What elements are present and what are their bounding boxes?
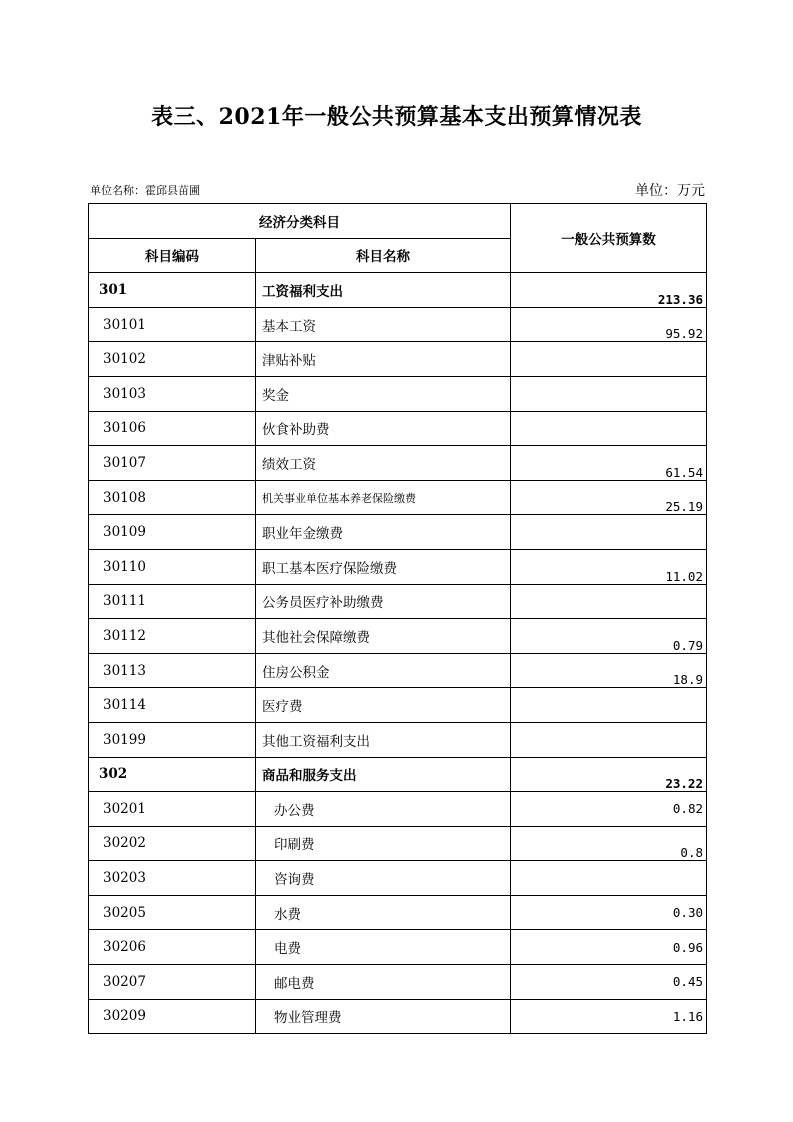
row-name: 水费 (256, 895, 511, 930)
row-name: 奖金 (256, 376, 511, 411)
row-code: 30110 (89, 549, 256, 584)
row-code: 30102 (89, 342, 256, 377)
row-code: 30107 (89, 446, 256, 481)
row-name: 工资福利支出 (256, 273, 511, 308)
row-name: 基本工资 (256, 307, 511, 342)
page-title: 表三、2021年一般公共预算基本支出预算情况表 (151, 104, 642, 130)
row-amount: 18.9 (511, 653, 707, 688)
row-name: 绩效工资 (256, 446, 511, 481)
header-name: 科目名称 (256, 238, 511, 273)
row-amount: 25.19 (511, 480, 707, 515)
row-amount: 23.22 (511, 757, 707, 792)
row-name: 其他工资福利支出 (256, 722, 511, 757)
row-amount: 0.8 (511, 826, 707, 861)
table-row (89, 861, 707, 896)
row-name: 机关事业单位基本养老保险缴费 (256, 480, 511, 515)
row-amount (511, 411, 707, 446)
table-row (89, 584, 707, 619)
row-code: 301 (89, 273, 256, 308)
table-row (89, 722, 707, 757)
row-code: 30207 (89, 965, 256, 1000)
row-code: 30103 (89, 376, 256, 411)
row-code: 30199 (89, 722, 256, 757)
row-code: 302 (89, 757, 256, 792)
table-row (89, 965, 707, 1000)
row-amount: 11.02 (511, 549, 707, 584)
unit-label: 单位：万元 (635, 183, 705, 199)
row-amount (511, 722, 707, 757)
row-name: 医疗费 (256, 688, 511, 723)
row-name: 商品和服务支出 (256, 757, 511, 792)
row-code: 30202 (89, 826, 256, 861)
row-name: 物业管理费 (256, 999, 511, 1034)
row-amount: 0.79 (511, 619, 707, 654)
table-row (89, 895, 707, 930)
header-amount: 一般公共预算数 (511, 204, 707, 273)
row-code: 30114 (89, 688, 256, 723)
row-amount: 0.45 (511, 965, 707, 1000)
row-amount: 61.54 (511, 446, 707, 481)
header-group: 经济分类科目 (89, 204, 511, 239)
table-row (89, 273, 707, 308)
table-row (89, 999, 707, 1034)
row-amount (511, 861, 707, 896)
row-name: 咨询费 (256, 861, 511, 896)
row-amount: 213.36 (511, 273, 707, 308)
row-code: 30206 (89, 930, 256, 965)
row-name: 住房公积金 (256, 653, 511, 688)
row-name: 职业年金缴费 (256, 515, 511, 550)
table-row (89, 307, 707, 342)
unit-name: 单位名称：霍邱县苗圃 (90, 184, 200, 197)
row-amount: 1.16 (511, 999, 707, 1034)
row-code: 30113 (89, 653, 256, 688)
header-code: 科目编码 (89, 238, 256, 273)
row-name: 职工基本医疗保险缴费 (256, 549, 511, 584)
row-name: 其他社会保障缴费 (256, 619, 511, 654)
row-amount: 0.96 (511, 930, 707, 965)
table-row (89, 826, 707, 861)
table-row (89, 446, 707, 481)
row-code: 30205 (89, 895, 256, 930)
row-code: 30111 (89, 584, 256, 619)
row-name: 办公费 (256, 792, 511, 827)
row-name: 印刷费 (256, 826, 511, 861)
row-name: 伙食补助费 (256, 411, 511, 446)
row-amount (511, 584, 707, 619)
row-name: 邮电费 (256, 965, 511, 1000)
table-header-row (89, 204, 707, 239)
budget-table (88, 203, 707, 1034)
table-row (89, 480, 707, 515)
table-row (89, 515, 707, 550)
table-row (89, 619, 707, 654)
table-row (89, 792, 707, 827)
row-code: 30106 (89, 411, 256, 446)
row-code: 30203 (89, 861, 256, 896)
table-row (89, 342, 707, 377)
row-amount (511, 688, 707, 723)
table-row (89, 549, 707, 584)
row-code: 30209 (89, 999, 256, 1034)
row-amount (511, 515, 707, 550)
row-amount (511, 376, 707, 411)
table-row (89, 653, 707, 688)
row-amount (511, 342, 707, 377)
table-row (89, 376, 707, 411)
row-name: 津贴补贴 (256, 342, 511, 377)
table-row (89, 688, 707, 723)
row-code: 30101 (89, 307, 256, 342)
row-code: 30201 (89, 792, 256, 827)
row-amount: 0.30 (511, 895, 707, 930)
table-row (89, 411, 707, 446)
row-code: 30109 (89, 515, 256, 550)
row-amount: 95.92 (511, 307, 707, 342)
row-code: 30112 (89, 619, 256, 654)
table-row (89, 757, 707, 792)
row-code: 30108 (89, 480, 256, 515)
row-name: 公务员医疗补助缴费 (256, 584, 511, 619)
row-amount: 0.82 (511, 792, 707, 827)
table-row (89, 930, 707, 965)
row-name: 电费 (256, 930, 511, 965)
